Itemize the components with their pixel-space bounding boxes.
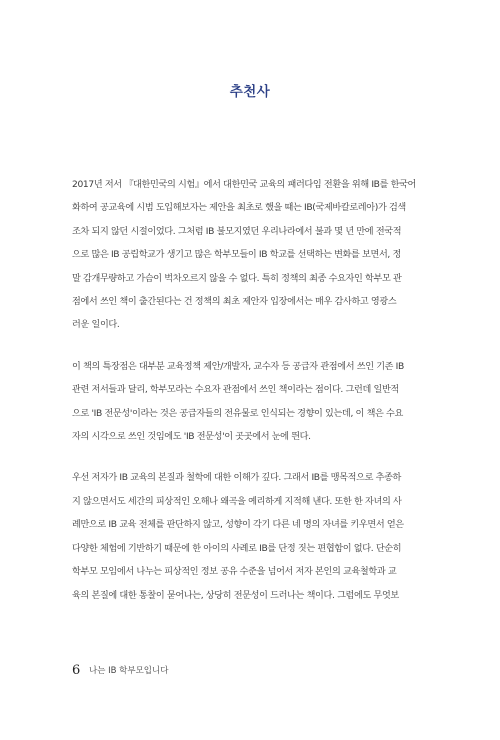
- page-title: 추천사: [229, 84, 271, 100]
- text-line: 2017년 저서 『대한민국의 시험』에서 대한민국 교육의 패러다임 전환을 위해 IB를 한국어: [72, 180, 417, 190]
- running-title: 나는 IB 학부모입니다: [88, 666, 169, 676]
- text-line: 지 않으면서도 세간의 피상적인 오해나 왜곡을 예리하게 지적해 낸다. 또한 한 자녀의 사: [72, 496, 402, 507]
- paragraph-3: [72, 467, 437, 607]
- text-line: 이 책의 특장점은 대부분 교육정책 제안/개발자, 교수자 등 공급자 관점에서 쓰인 기존 IB: [72, 361, 404, 372]
- text-line: 우선 저자가 IB 교육의 본질과 철학에 대한 이해가 깊다. 그래서 IB를 맹목적으로 추종하: [72, 473, 401, 484]
- text-line: 육의 본질에 대한 통찰이 묻어나는, 상당히 전문성이 드러나는 책이다. 그럼에도 무엇보: [72, 590, 399, 601]
- text-line: 조차 되지 않던 시절이었다. 그처럼 IB 불모지였던 우리나라에서 불과 몇 년 만에 전국적: [72, 226, 402, 237]
- text-line: 말 감개무량하고 가슴이 벅차오르지 않을 수 없다. 특히 정책의 최종 수요자인 학부모 관: [72, 273, 402, 284]
- text-line: 화하여 공교육에 시범 도입해보자는 제안을 최초로 했을 때는 IB(국제바칼로레아)가 검색: [72, 203, 406, 214]
- page-number: 6: [72, 663, 81, 678]
- paragraph-2: [72, 356, 437, 450]
- page-footer: [72, 663, 168, 678]
- text-line: 다양한 체험에 기반하기 때문에 한 아이의 사례로 IB를 단정 짓는 편협함이 없다. 단순히: [72, 543, 402, 554]
- text-line: 학부모 모임에서 나누는 피상적인 정보 공유 수준을 넘어서 저자 본인의 교육철학과 교: [72, 567, 397, 578]
- paragraph-1: [72, 174, 437, 338]
- text-line: 러운 일이다.: [72, 320, 120, 331]
- text-line: 점에서 쓰인 책이 출간된다는 건 정책의 최초 제안자 입장에서는 매우 감사하고 영광스: [72, 297, 397, 308]
- body-text: [72, 174, 437, 608]
- text-line: 으로 'IB 전문성'이라는 것은 공급자들의 전유물로 인식되는 경향이 있는데, 이 책은 수요: [72, 408, 403, 419]
- text-line: 관련 저서들과 달리, 학부모라는 수요자 관점에서 쓰인 책이라는 점이다. 그런데 일반적: [72, 385, 399, 396]
- text-line: 으로 많은 IB 공립학교가 생기고 많은 학부모들이 IB 학교를 선택하는 변화를 보면서, 정: [72, 250, 401, 261]
- text-line: 자의 시각으로 쓰인 것임에도 'IB 전문성'이 곳곳에서 눈에 띈다.: [72, 432, 311, 443]
- text-line: 례만으로 IB 교육 전체를 판단하지 않고, 성향이 각기 다른 네 명의 자녀를 키우면서 얻은: [72, 520, 404, 531]
